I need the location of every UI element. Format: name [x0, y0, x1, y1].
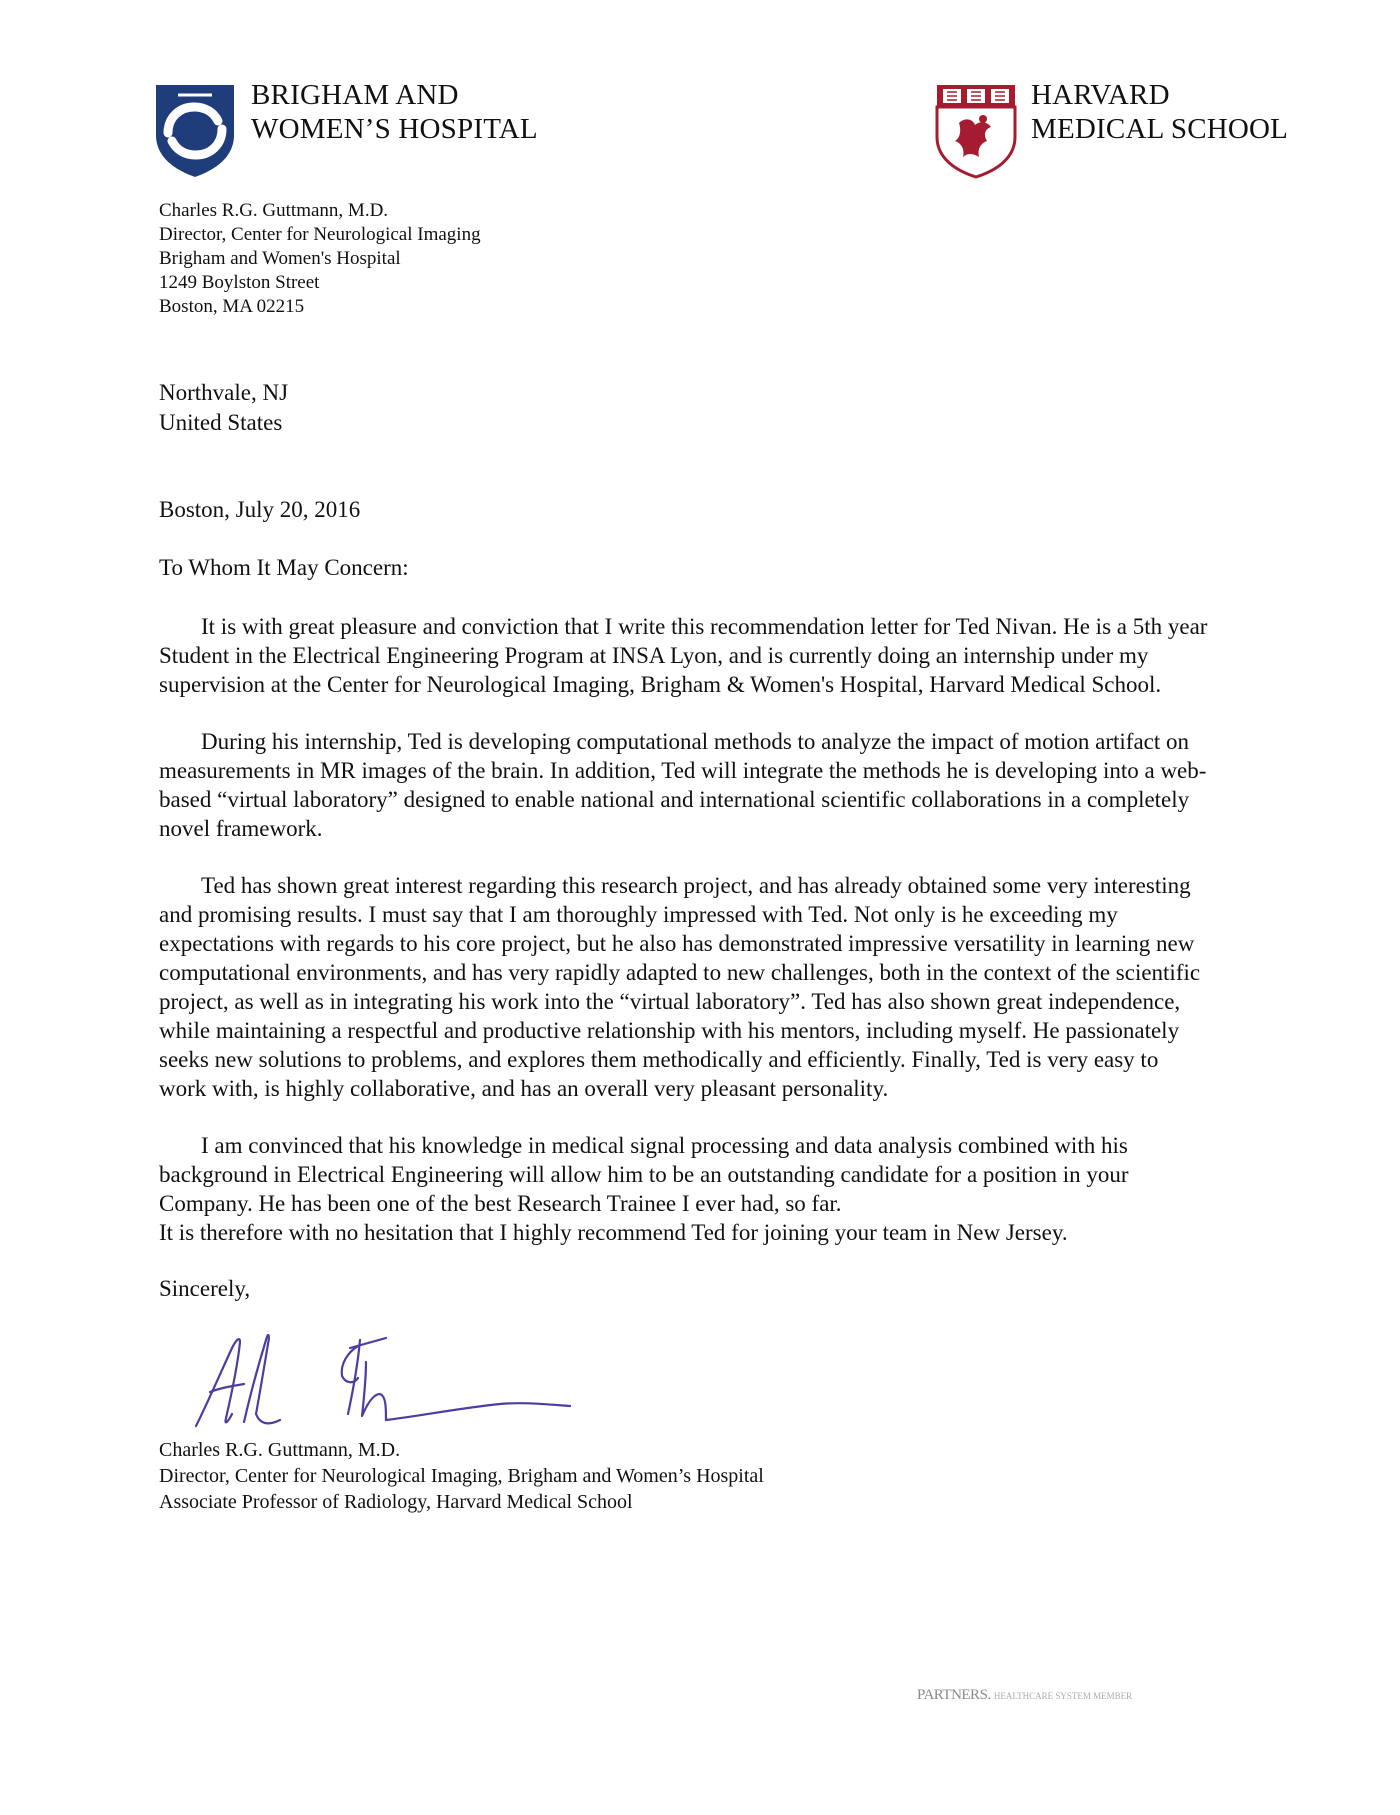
paragraph-line: During his internship, Ted is developing computational methods to analyze the impact of motion artifact on	[201, 729, 1190, 754]
paragraph-line: expectations with regards to his core project, but he also has demonstrated impressive versatility in learning new	[159, 931, 1195, 956]
paragraph-line: novel framework.	[159, 816, 323, 841]
hms-institution-name	[1031, 78, 1288, 146]
body-paragraph-3	[159, 871, 1319, 1103]
sender-line: 1249 Boylston Street	[159, 272, 320, 293]
bwh-institution-name	[251, 78, 538, 146]
hms-shield-logo	[935, 83, 1017, 179]
paragraph-line: It is with great pleasure and conviction that I write this recommendation letter for Ted Nivan. He is a 5th year	[201, 614, 1208, 639]
paragraph-line: while maintaining a respectful and productive relationship with his mentors, including myself. He passionately	[159, 1018, 1180, 1043]
partners-footer-logo	[917, 1686, 1132, 1705]
paragraph-line: background in Electrical Engineering will allow him to be an outstanding candidate for a position in your	[159, 1162, 1129, 1187]
letter-date: Boston, July 20, 2016	[159, 497, 361, 522]
recipient-line: United States	[159, 410, 283, 435]
sender-line: Charles R.G. Guttmann, M.D.	[159, 200, 389, 221]
bwh-name-line-1: BRIGHAM AND	[251, 79, 459, 111]
partners-wordmark: PARTNERS.	[917, 1687, 991, 1703]
sender-line: Boston, MA 02215	[159, 296, 305, 317]
recipient-address	[159, 378, 288, 438]
body-paragraph-2	[159, 727, 1319, 843]
paragraph-line: I am convinced that his knowledge in medical signal processing and data analysis combined with his	[201, 1133, 1128, 1158]
paragraph-line: based “virtual laboratory” designed to enable national and international scientific collaborations in a completely	[159, 787, 1190, 812]
paragraph-line: Company. He has been one of the best Research Trainee I ever had, so far.	[159, 1191, 842, 1216]
partners-tagline: HEALTHCARE SYSTEM MEMBER	[993, 1691, 1133, 1701]
bwh-name-line-2: WOMEN’S HOSPITAL	[251, 113, 538, 145]
signature-block	[159, 1437, 764, 1515]
salutation: To Whom It May Concern:	[159, 555, 409, 580]
paragraph-line: project, as well as in integrating his work into the “virtual laboratory”. Ted has also shown great independence,	[159, 989, 1181, 1014]
paragraph-line: work with, is highly collaborative, and has an overall very pleasant personality.	[159, 1076, 889, 1101]
recipient-line: Northvale, NJ	[159, 380, 289, 405]
paragraph-line: It is therefore with no hesitation that I highly recommend Ted for joining your team in New Jersey.	[159, 1220, 1068, 1245]
bwh-shield-logo	[154, 83, 236, 179]
signature-line: Charles R.G. Guttmann, M.D.	[159, 1439, 401, 1461]
paragraph-line: Student in the Electrical Engineering Program at INSA Lyon, and is currently doing an internship under my	[159, 643, 1149, 668]
sender-line: Director, Center for Neurological Imaging	[159, 224, 481, 245]
hms-name-line-1: HARVARD	[1031, 79, 1170, 111]
body-paragraph-4	[159, 1131, 1319, 1247]
paragraph-line: and promising results. I must say that I am thoroughly impressed with Ted. Not only is he exceeding my	[159, 902, 1118, 927]
paragraph-line: seeks new solutions to problems, and explores them methodically and efficiently. Finally, Ted is very easy to	[159, 1047, 1159, 1072]
paragraph-line: supervision at the Center for Neurological Imaging, Brigham & Women's Hospital, Harvard Medical School.	[159, 672, 1162, 697]
body-paragraph-1	[159, 612, 1319, 699]
closing: Sincerely,	[159, 1276, 251, 1301]
sender-line: Brigham and Women's Hospital	[159, 248, 401, 269]
sender-address	[159, 199, 481, 319]
paragraph-line: computational environments, and has very rapidly adapted to new challenges, both in the context of the scientific	[159, 960, 1201, 985]
hms-name-line-2: MEDICAL SCHOOL	[1031, 113, 1289, 145]
handwritten-signature	[190, 1322, 580, 1440]
paragraph-line: measurements in MR images of the brain. In addition, Ted will integrate the methods he is developing into a web-	[159, 758, 1207, 783]
signature-line: Director, Center for Neurological Imaging, Brigham and Women’s Hospital	[159, 1465, 764, 1487]
paragraph-line: Ted has shown great interest regarding this research project, and has already obtained some very interesting	[201, 873, 1191, 898]
signature-line: Associate Professor of Radiology, Harvard Medical School	[159, 1491, 633, 1513]
